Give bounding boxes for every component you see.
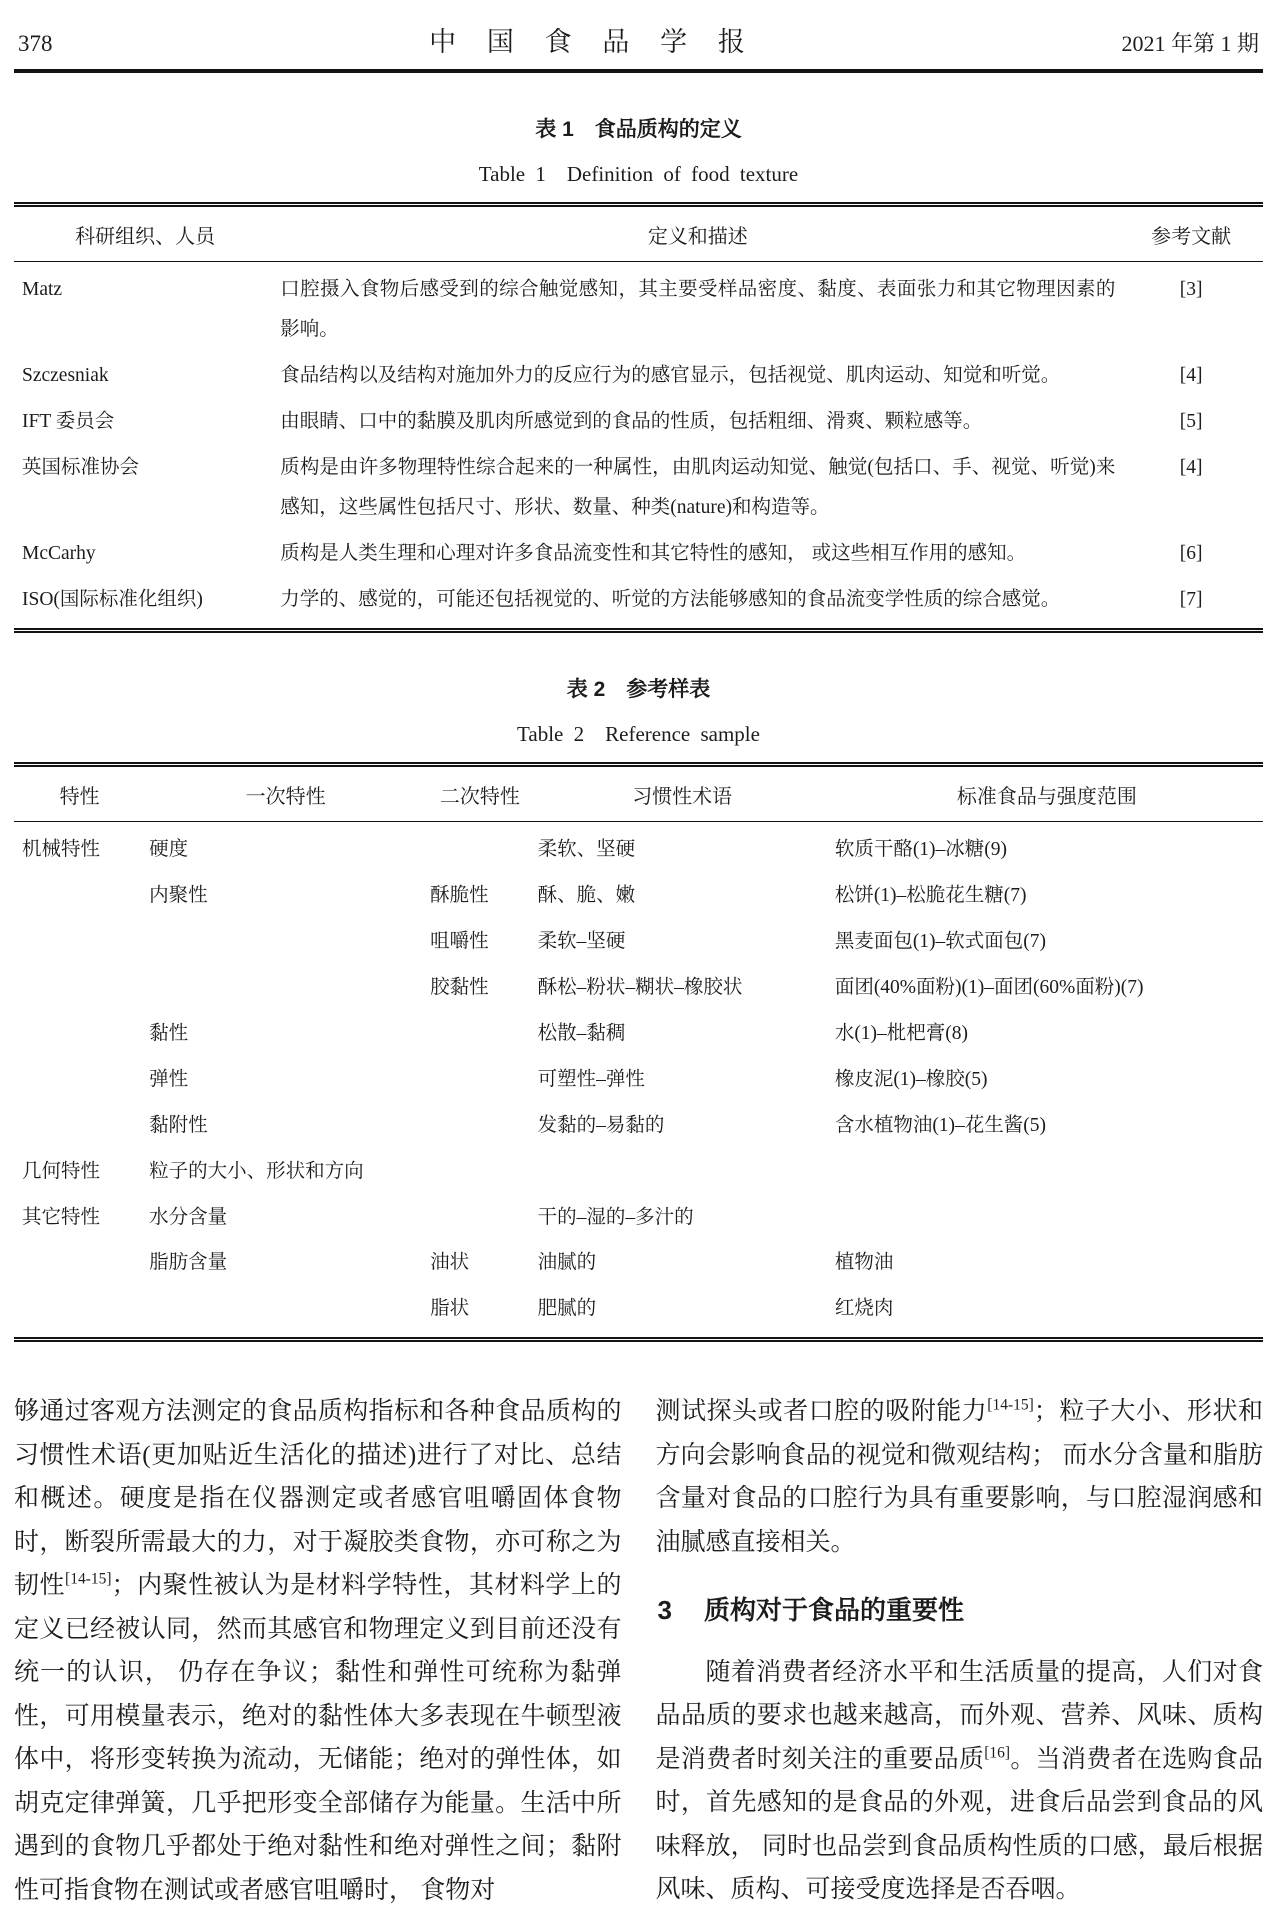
- cell-primary: 粒子的大小、形状和方向: [149, 1160, 364, 1182]
- body-left-column: [14, 1390, 622, 1912]
- cell-term: 干的–湿的–多汁的: [537, 1206, 694, 1228]
- org-cell: IFT 委员会: [22, 410, 115, 432]
- cell-secondary: [426, 1011, 533, 1057]
- body-paragraph: 够通过客观方法测定的食品质构指标和各种食品质构的习惯性术语(更加贴近生活化的描述)进行了对比、总结和概述。硬度是指在仪器测定或者感官咀嚼固体食物时，断裂所需最大的力，对于凝胶类食物，亦可称之为韧性[14-15]；内聚性被认为是材料学特性，其材料学上的定义已经被认同，然而其感官和物理定义到目前还没有统一的认识， 仍存在争议；黏性和弹性可统称为黏弹性，可用模量表示，绝对的黏性体大多表现在牛顿型液体中，将形变转换为流动，无储能；绝对的弹性体，如胡克定律弹簧，几乎把形变全部储存为能量。生活中所遇到的食物几乎都处于绝对黏性和绝对弹性之间；黏附性可指食物在测试或者感官咀嚼时， 食物对: [14, 1398, 622, 1904]
- cell-characteristic: [14, 1057, 145, 1103]
- cell-secondary: [426, 1103, 533, 1149]
- cell-secondary: [426, 1195, 533, 1241]
- cell-characteristic: 几何特性: [22, 1160, 101, 1182]
- cell-standard: [831, 1149, 1263, 1195]
- table-definition-of-food-texture: [14, 202, 1263, 633]
- header-rule: [14, 69, 1263, 73]
- cell-secondary: 油状: [430, 1252, 470, 1274]
- cell-term: 可塑性–弹性: [537, 1068, 645, 1090]
- cell-term: 柔软、坚硬: [537, 838, 636, 860]
- table1-column-header-org: 科研组织、人员: [14, 205, 276, 262]
- table2-caption-en: Table 2 Reference sample: [517, 721, 760, 746]
- table-row: [14, 353, 1263, 399]
- cell-characteristic: [14, 1103, 145, 1149]
- table-row: [14, 821, 1263, 872]
- cell-characteristic: [14, 1240, 145, 1286]
- cell-standard: 黑麦面包(1)–软式面包(7): [834, 930, 1047, 952]
- body-paragraph: 测试探头或者口腔的吸附能力[14-15]；粒子大小、形状和方向会影响食品的视觉和微观结构； 而水分含量和脂肪含量对食品的口腔行为具有重要影响，与口腔湿润感和油腻感直接相关。: [655, 1397, 1263, 1556]
- cell-primary: [145, 919, 426, 965]
- table2-column-header-term: 习惯性术语: [534, 764, 831, 821]
- table-row: [14, 873, 1263, 919]
- cell-secondary: 酥脆性: [430, 884, 489, 906]
- page-number: 378: [18, 31, 53, 56]
- cell-primary: 黏附性: [149, 1114, 208, 1136]
- cell-term: 酥、脆、嫩: [537, 884, 636, 906]
- cell-standard: 含水植物油(1)–花生酱(5): [834, 1114, 1047, 1136]
- cell-secondary: 脂状: [430, 1298, 470, 1320]
- cell-characteristic: [14, 1011, 145, 1057]
- cell-term: 松散–黏稠: [537, 1022, 626, 1044]
- table-row: [14, 1103, 1263, 1149]
- table-row: [14, 1195, 1263, 1241]
- cell-characteristic: [14, 919, 145, 965]
- table-row: [14, 919, 1263, 965]
- table-row: [14, 965, 1263, 1011]
- reference-cell: [4]: [1179, 364, 1203, 386]
- body-paragraph: 随着消费者经济水平和生活质量的提高，人们对食品品质的要求也越来越高，而外观、营养、风味、质构是消费者时刻关注的重要品质[16]。当消费者在选购食品时，首先感知的是食品的外观，进食后品尝到食品的风味释放， 同时也品尝到食品质构性质的口感，最后根据风味、质构、可接受度选择是否吞咽。: [655, 1658, 1263, 1904]
- org-cell: 英国标准协会: [22, 456, 140, 478]
- cell-secondary: [426, 1057, 533, 1103]
- cell-primary: 水分含量: [149, 1206, 228, 1228]
- cell-primary: 硬度: [149, 838, 189, 860]
- cell-term: 酥松–粉状–糊状–橡胶状: [537, 976, 743, 998]
- cell-secondary: 胶黏性: [430, 976, 489, 998]
- cell-standard: 植物油: [834, 1252, 894, 1274]
- cell-characteristic: [14, 873, 145, 919]
- org-cell: ISO(国际标准化组织): [22, 588, 203, 610]
- table1-column-header-ref: 参考文献: [1119, 205, 1263, 262]
- cell-term: 发黏的–易黏的: [537, 1114, 665, 1136]
- reference-cell: [3]: [1179, 279, 1203, 300]
- definition-cell: 质构是由许多物理特性综合起来的一种属性，由肌肉运动知觉、触觉(包括口、手、视觉、听觉)来感知，这些属性包括尺寸、形状、数量、种类(nature)和构造等。: [280, 456, 1116, 518]
- table-row: [14, 399, 1263, 445]
- cell-secondary: 咀嚼性: [430, 930, 489, 952]
- table1-column-header-definition: 定义和描述: [276, 205, 1119, 262]
- table1-caption-zh: 表 1 食品质构的定义: [535, 118, 742, 141]
- definition-cell: 质构是人类生理和心理对许多食品流变性和其它特性的感知， 或这些相互作用的感知。: [280, 542, 1027, 564]
- reference-cell: [7]: [1179, 588, 1203, 610]
- table-row: [14, 1286, 1263, 1339]
- cell-characteristic: 机械特性: [22, 838, 101, 860]
- cell-primary: 弹性: [149, 1068, 189, 1090]
- reference-cell: [4]: [1179, 456, 1203, 478]
- reference-cell: [6]: [1179, 542, 1203, 564]
- cell-standard: 水(1)–枇杷膏(8): [834, 1022, 969, 1044]
- cell-standard: 面团(40%面粉)(1)–面团(60%面粉)(7): [834, 976, 1144, 998]
- cell-term: 柔软–坚硬: [537, 930, 626, 952]
- table-reference-sample: [14, 762, 1263, 1343]
- cell-characteristic: [14, 1286, 145, 1339]
- cell-standard: 松饼(1)–松脆花生糖(7): [834, 884, 1027, 906]
- body-columns: [14, 1390, 1263, 1912]
- table-row: [14, 1240, 1263, 1286]
- org-cell: McCarhy: [22, 542, 96, 564]
- table-row: [14, 1011, 1263, 1057]
- body-right-column: [656, 1390, 1264, 1912]
- cell-standard: 橡皮泥(1)–橡胶(5): [834, 1068, 988, 1090]
- cell-term: 油腻的: [537, 1252, 597, 1274]
- table-row: [14, 577, 1263, 630]
- table1-caption-en: Table 1 Definition of food texture: [478, 162, 799, 186]
- issue-label: 2021 年第 1 期: [1121, 31, 1259, 56]
- cell-primary: [145, 965, 426, 1011]
- table1-header-row: [14, 205, 1263, 262]
- definition-cell: 口腔摄入食物后感受到的综合触觉感知，其主要受样品密度、黏度、表面张力和其它物理因素的影响。: [280, 279, 1116, 340]
- section-number: 3: [657, 1595, 672, 1626]
- table2-column-header-primary: 一次特性: [145, 764, 426, 821]
- table-row: [14, 531, 1263, 577]
- cell-characteristic: [14, 965, 145, 1011]
- cell-secondary: [426, 1149, 533, 1195]
- cell-primary: 脂肪含量: [149, 1252, 228, 1274]
- table2-caption-zh: 表 2 参考样表: [566, 677, 711, 701]
- running-header: [14, 12, 1263, 69]
- cell-term: 肥腻的: [537, 1298, 597, 1320]
- definition-cell: 力学的、感觉的，可能还包括视觉的、听觉的方法能够感知的食品流变学性质的综合感觉。: [280, 588, 1061, 610]
- table2-column-header-standard: 标准食品与强度范围: [831, 764, 1263, 821]
- table-row: [14, 445, 1263, 531]
- definition-cell: 食品结构以及结构对施加外力的反应行为的感官显示，包括视觉、肌肉运动、知觉和听觉。: [280, 364, 1061, 386]
- table-row: [14, 1149, 1263, 1195]
- journal-title: 中 国 食 品 学 报: [429, 27, 757, 57]
- cell-secondary: [426, 821, 533, 872]
- table2-column-header-characteristic: 特性: [14, 764, 145, 821]
- org-cell: Matz: [22, 279, 63, 300]
- cell-primary: 内聚性: [149, 884, 208, 906]
- table-row: [14, 262, 1263, 353]
- org-cell: Szczesniak: [22, 364, 109, 386]
- table2-header-row: [14, 764, 1263, 821]
- cell-characteristic: 其它特性: [22, 1206, 101, 1228]
- cell-primary: 黏性: [149, 1022, 189, 1044]
- cell-term: [534, 1149, 831, 1195]
- section-heading: [658, 1594, 1264, 1627]
- reference-cell: [5]: [1179, 410, 1203, 432]
- definition-cell: 由眼睛、口中的黏膜及肌肉所感觉到的食品的性质，包括粗细、滑爽、颗粒感等。: [280, 410, 983, 432]
- cell-primary: [145, 1286, 426, 1339]
- cell-standard: 红烧肉: [834, 1298, 894, 1320]
- table2-column-header-secondary: 二次特性: [426, 764, 533, 821]
- section-title: 质构对于食品的重要性: [703, 1595, 964, 1626]
- cell-standard: 软质干酪(1)–冰糖(9): [834, 838, 1008, 860]
- cell-standard: [831, 1195, 1263, 1241]
- table-row: [14, 1057, 1263, 1103]
